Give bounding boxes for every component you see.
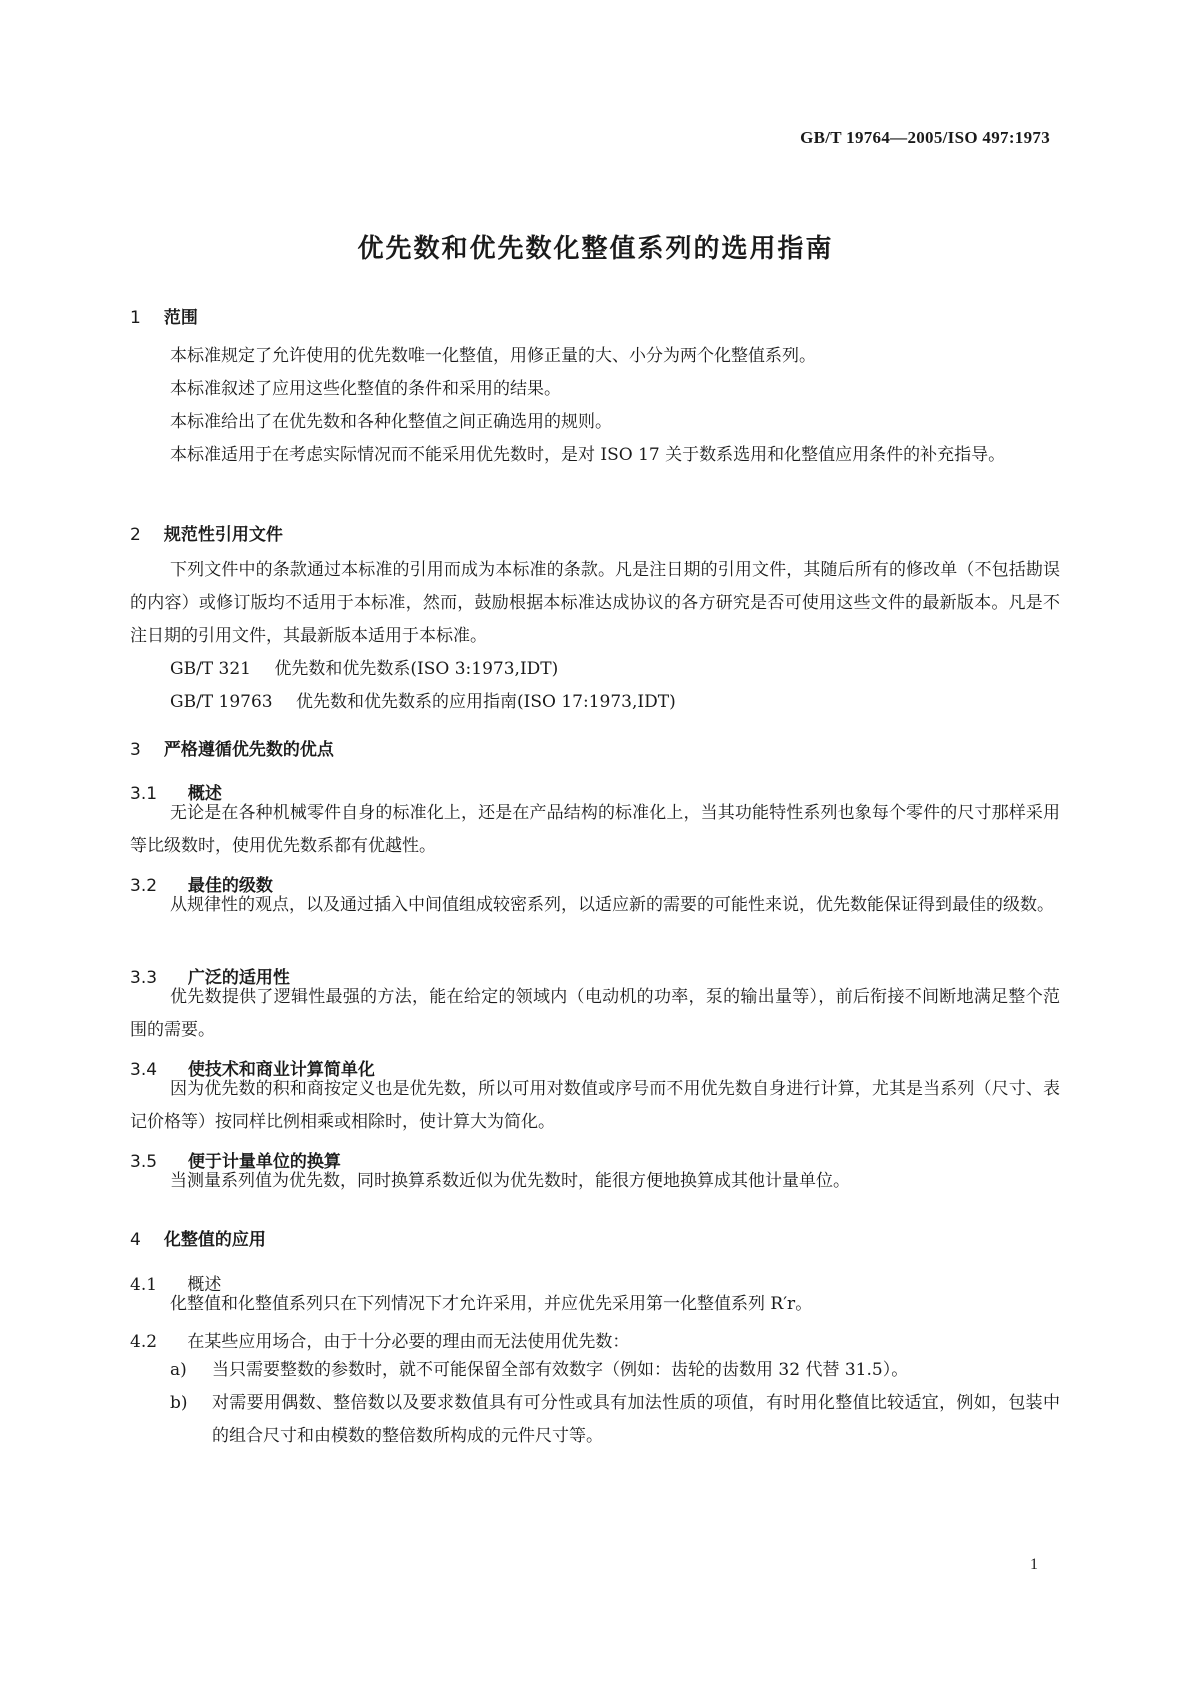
section-2-heading	[130, 520, 1060, 545]
reference-title: 优先数和优先数系的应用指南(ISO 17:1973,IDT)	[296, 692, 676, 712]
paragraph: 从规律性的观点，以及通过插入中间值组成较密系列，以适应新的需要的可能性来说，优先数能保证得到最佳的级数。	[170, 895, 1054, 915]
paragraph: 优先数提供了逻辑性最强的方法，能在给定的领域内（电动机的功率，泵的输出量等），前后衔接不间断地满足整个范围的需要。	[130, 987, 1060, 1040]
page-number: 1	[1030, 1556, 1038, 1573]
subsection-title: 广泛的适用性	[187, 968, 290, 988]
subsection-number: 3.5	[130, 1152, 158, 1172]
list-item-label: b)	[170, 1393, 188, 1413]
section-number: 3	[130, 740, 141, 760]
section-number: 4	[130, 1230, 141, 1250]
subsection-title: 便于计量单位的换算	[187, 1152, 341, 1172]
list-item	[170, 1354, 1060, 1387]
document-code: GB/T 19764—2005/ISO 497:1973	[800, 128, 1050, 147]
subsection-title: 最佳的级数	[187, 876, 273, 896]
reference-title: 优先数和优先数系(ISO 3:1973,IDT)	[274, 659, 559, 679]
section-title: 规范性引用文件	[163, 525, 283, 545]
paragraph: 当测量系列值为优先数，同时换算系数近似为优先数时，能很方便地换算成其他计量单位。	[170, 1171, 850, 1191]
subsection-number: 3.4	[130, 1060, 158, 1080]
paragraph: 本标准规定了允许使用的优先数唯一化整值，用修正量的大、小分为两个化整值系列。	[170, 346, 816, 366]
section-title: 化整值的应用	[163, 1230, 266, 1250]
subsection-title: 概述	[187, 1275, 222, 1295]
normative-reference	[170, 653, 1060, 686]
subsection-number: 3.3	[130, 968, 158, 988]
section-1-heading	[130, 303, 1060, 328]
list-item	[170, 1387, 1060, 1453]
subsection-number: 4.1	[130, 1275, 158, 1295]
section-title: 严格遵循优先数的优点	[163, 740, 334, 760]
normative-reference	[170, 686, 1060, 719]
subsection-number: 3.1	[130, 784, 158, 804]
section-3-heading	[130, 735, 1060, 760]
page-title: 优先数和优先数化整值系列的选用指南	[357, 234, 834, 264]
subsection-title: 概述	[187, 784, 222, 804]
subsection-title: 在某些应用场合，由于十分必要的理由而无法使用优先数：	[187, 1332, 630, 1352]
subsection-number: 4.2	[130, 1332, 158, 1352]
subsection-number: 3.2	[130, 876, 158, 896]
list-item-text: 对需要用偶数、整倍数以及要求数值具有可分性或具有加法性质的项值，有时用化整值比较适宜，例如，包装中的组合尺寸和由模数的整倍数所构成的元件尺寸等。	[212, 1393, 1060, 1446]
paragraph: 本标准叙述了应用这些化整值的条件和采用的结果。	[170, 379, 561, 399]
section-4-heading	[130, 1225, 1060, 1250]
section-title: 范围	[163, 308, 198, 328]
paragraph: 化整值和化整值系列只在下列情况下才允许采用，并应优先采用第一化整值系列 R′r。	[170, 1294, 813, 1314]
list-item-text: 当只需要整数的参数时，就不可能保留全部有效数字（例如：齿轮的齿数用 32 代替 31.5）。	[212, 1360, 909, 1380]
reference-code: GB/T 19763	[170, 692, 273, 712]
paragraph: 本标准给出了在优先数和各种化整值之间正确选用的规则。	[170, 412, 612, 432]
section-number: 1	[130, 308, 141, 328]
reference-code: GB/T 321	[170, 659, 251, 679]
subsection-title: 使技术和商业计算简单化	[187, 1060, 375, 1080]
section-number: 2	[130, 525, 141, 545]
subsection-4-2-heading	[130, 1327, 1060, 1352]
paragraph: 因为优先数的积和商按定义也是优先数，所以可用对数值或序号而不用优先数自身进行计算，尤其是当系列（尺寸、表记价格等）按同样比例相乘或相除时，使计算大为简化。	[130, 1079, 1060, 1132]
paragraph: 本标准适用于在考虑实际情况而不能采用优先数时，是对 ISO 17 关于数系选用和化整值应用条件的补充指导。	[170, 445, 1006, 465]
paragraph: 无论是在各种机械零件自身的标准化上，还是在产品结构的标准化上，当其功能特性系列也象每个零件的尺寸那样采用等比级数时，使用优先数系都有优越性。	[130, 803, 1060, 856]
list-item-label: a)	[170, 1360, 187, 1380]
paragraph: 下列文件中的条款通过本标准的引用而成为本标准的条款。凡是注日期的引用文件，其随后所有的修改单（不包括勘误的内容）或修订版均不适用于本标准，然而，鼓励根据本标准达成协议的各方研究是否可使用这些文件的最新版本。凡是不注日期的引用文件，其最新版本适用于本标准。	[130, 560, 1060, 646]
